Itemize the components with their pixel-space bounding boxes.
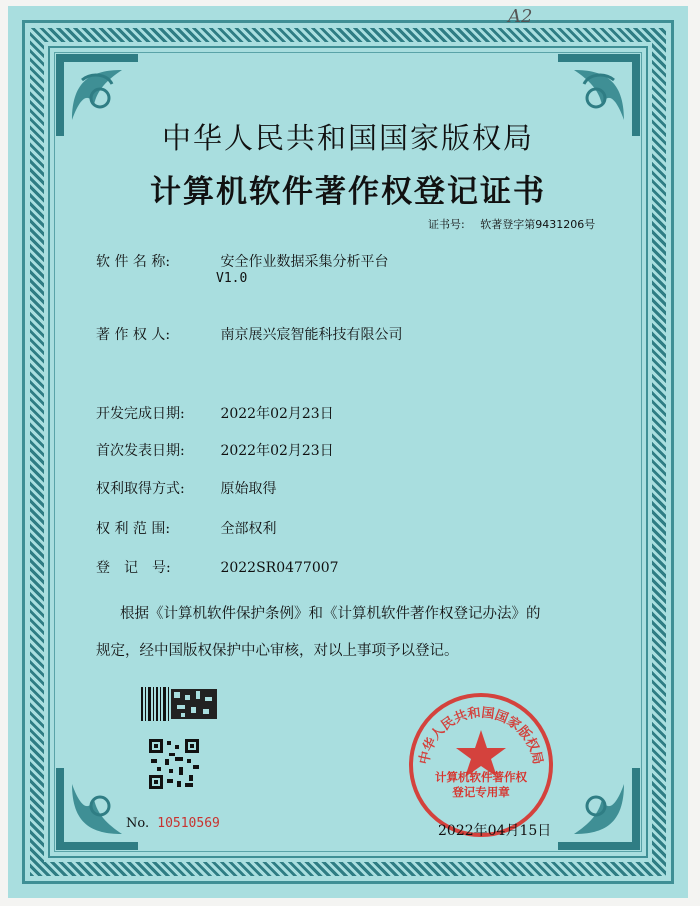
corner-ornament-icon <box>52 764 142 854</box>
certificate-number-label: 证书号: <box>428 218 465 231</box>
seal-arc-text: 中华人民共和国国家版权局 <box>417 705 545 766</box>
seal-line-2: 登记专用章 <box>452 785 510 799</box>
official-seal-icon <box>406 690 556 840</box>
field-completion-date <box>96 403 334 423</box>
certificate-number <box>428 216 595 232</box>
field-value: 南京展兴宸智能科技有限公司 <box>220 327 403 343</box>
serial-label: No. <box>126 816 150 831</box>
field-label: 首次发表日期: <box>96 443 185 459</box>
seal-line-1: 计算机软件著作权 <box>435 770 527 784</box>
field-value: 原始取得 <box>220 481 277 497</box>
field-value: 2022年02月23日 <box>220 406 334 422</box>
handwritten-mark: A2 <box>508 6 533 27</box>
barcode-icon <box>141 687 219 721</box>
certificate <box>8 6 688 898</box>
field-label: 权 利 范 围: <box>96 521 171 537</box>
body-text-line-1: 根据《计算机软件保护条例》和《计算机软件著作权登记办法》的 <box>120 606 541 622</box>
seal-text <box>406 770 556 800</box>
field-acquisition-method <box>96 478 276 498</box>
serial-number <box>126 816 220 831</box>
field-value: 安全作业数据采集分析平台 <box>220 254 389 270</box>
field-software-name <box>96 251 389 286</box>
field-label: 权利取得方式: <box>96 481 185 497</box>
body-text-line-2: 规定，经中国版权保护中心审核，对以上事项予以登记。 <box>96 643 459 659</box>
qr-code-icon <box>149 739 199 789</box>
issue-date: 2022年04月15日 <box>438 823 552 839</box>
corner-ornament-icon <box>554 764 644 854</box>
field-value-version: V1.0 <box>216 271 248 286</box>
field-value: 2022SR0477007 <box>220 560 339 576</box>
field-label: 开发完成日期: <box>96 406 185 422</box>
field-value: 全部权利 <box>220 521 277 537</box>
field-label: 软 件 名 称: <box>96 254 171 270</box>
certificate-number-value: 软著登字第9431206号 <box>480 218 596 231</box>
field-copyright-owner <box>96 324 402 344</box>
field-value: 2022年02月23日 <box>220 443 334 459</box>
field-rights-scope <box>96 518 276 538</box>
field-label: 著 作 权 人: <box>96 327 171 343</box>
serial-value: 10510569 <box>157 816 220 831</box>
field-registration-number <box>96 557 339 577</box>
field-publish-date <box>96 440 334 460</box>
certificate-title: 计算机软件著作权登记证书 <box>150 174 546 210</box>
issuer-name: 中华人民共和国国家版权局 <box>161 121 534 155</box>
field-label: 登 记 号: <box>96 560 171 576</box>
